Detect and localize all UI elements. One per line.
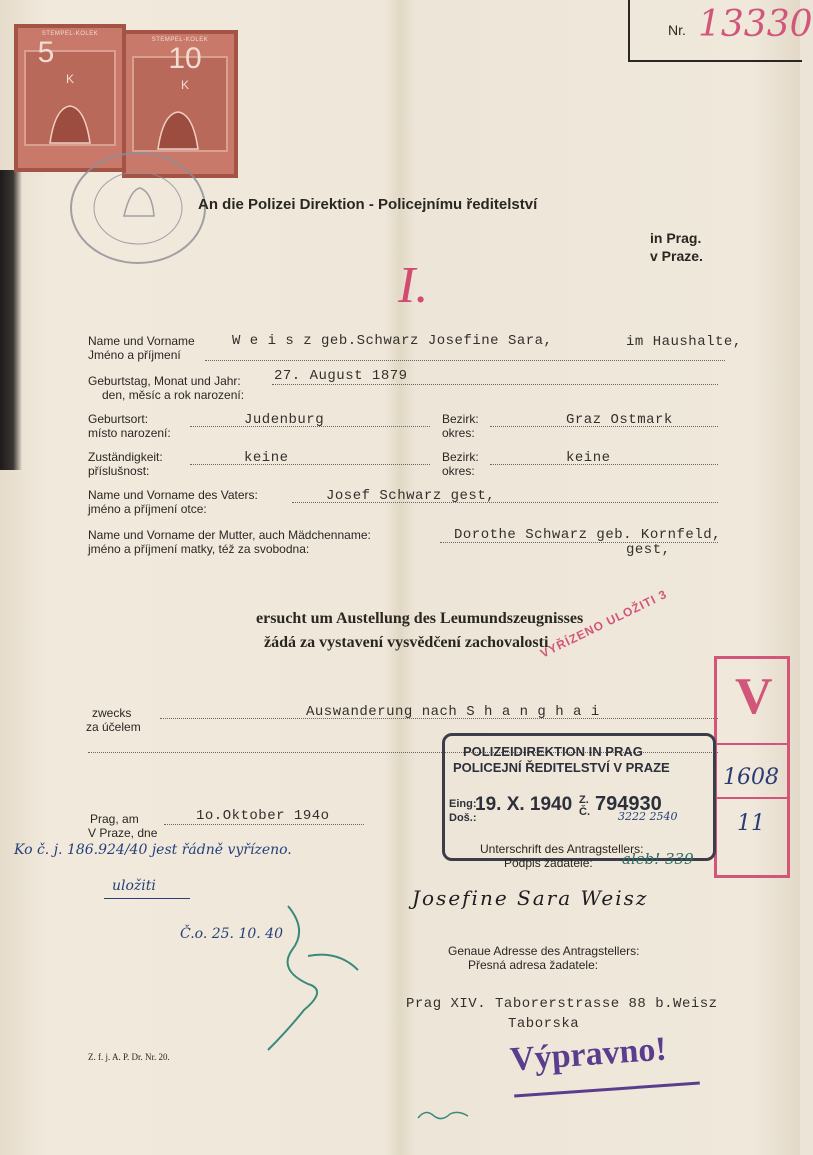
stamp-currency: K — [180, 78, 189, 92]
vypravno-stamp: Výpravno! — [508, 1030, 668, 1079]
father-label-de: Name und Vorname des Vaters: — [88, 488, 258, 502]
police-stamp-dos: Doš.: — [449, 812, 477, 824]
number-box — [628, 0, 813, 62]
birthdate-label-cs: den, měsíc a rok narození: — [102, 388, 245, 402]
membership-dotted-line — [190, 464, 430, 465]
purpose-value: Auswanderung nach S h a n g h a i — [306, 704, 600, 720]
green-initials-scribble — [248, 900, 368, 1060]
side-note-1: 3222 2540 — [618, 810, 678, 823]
applicant-address-2: Taborska — [508, 1016, 580, 1032]
red-registry-box — [714, 656, 790, 878]
birthplace-label-cs: místo narození: — [88, 426, 171, 440]
police-stamp-date: 19. X. 1940 — [475, 794, 573, 815]
stamp-currency: K — [65, 72, 74, 86]
lion-emblem-icon — [40, 98, 100, 148]
handwritten-note-1: Ko č. j. 186.924/40 jest řádně vyřízeno. — [14, 842, 292, 858]
district2-value: keine — [566, 450, 611, 466]
date-dotted-line — [164, 824, 364, 825]
membership-label-cs: příslušnost: — [88, 464, 150, 478]
applicant-signature: Josefine Sara Weisz — [412, 886, 649, 910]
stamp-title: STEMPEL-KOLEK — [151, 37, 209, 43]
birthdate-label-de: Geburtstag, Monat und Jahr: — [88, 374, 241, 388]
district-label-cs: okres: — [442, 426, 475, 440]
stamp-title: STEMPEL-KOLEK — [41, 31, 99, 37]
membership-value: keine — [244, 450, 289, 466]
date-value: 1o.Oktober 194o — [196, 808, 330, 824]
address-label-cs: Přesná adresa žadatele: — [468, 958, 599, 972]
registry-number-2: 11 — [737, 811, 765, 836]
mother-value: Dorothe Schwarz geb. Kornfeld, — [454, 527, 722, 543]
signature-label-de: Unterschrift des Antragstellers: — [480, 842, 644, 856]
name-value: W e i s z geb.Schwarz Josefine Sara, — [232, 333, 553, 349]
address-label-de: Genaue Adresse des Antragstellers: — [448, 944, 640, 958]
side-note-2: aleb! 339 — [622, 850, 694, 868]
stamp-value: 5 — [37, 36, 55, 69]
police-stamp-eing: Eing: — [449, 798, 477, 810]
addressee-heading: An die Polizei Direktion - Policejnímu ředitelství — [198, 196, 538, 213]
registry-letter: V — [735, 668, 773, 725]
district2-label-cs: okres: — [442, 464, 475, 478]
birthplace-value: Judenburg — [244, 412, 325, 428]
father-value: Josef Schwarz gest, — [326, 488, 496, 504]
vyrizeno-stamp: VYŘÍZENO ULOŽITI 3 — [538, 586, 670, 661]
membership-label-de: Zuständigkeit: — [88, 450, 163, 464]
police-stamp-line1: POLIZEIDIREKTION IN PRAG — [463, 744, 643, 759]
mother-value-2: gest, — [626, 542, 671, 558]
form-code: Z. f. j. A. P. Dr. Nr. 20. — [88, 1052, 170, 1062]
green-mark-scribble — [414, 1104, 474, 1124]
mother-label-de: Name und Vorname der Mutter, auch Mädchenname: — [88, 528, 371, 542]
number-label: Nr. — [668, 22, 686, 38]
police-stamp-zc: Z. Č. — [579, 794, 590, 818]
city-czech: v Praze. — [650, 248, 703, 264]
district2-label-de: Bezirk: — [442, 450, 479, 464]
birthdate-value: 27. August 1879 — [274, 368, 408, 384]
request-german: ersucht um Austellung des Leumundszeugnisses — [256, 610, 584, 627]
red-roman-numeral-mark: I. — [398, 257, 429, 314]
district-value: Graz Ostmark — [566, 412, 673, 428]
registry-number-1: 1608 — [723, 765, 779, 790]
father-label-cs: jméno a příjmení otce: — [88, 502, 207, 516]
request-czech: žádá za vystavení vysvědčení zachovalosti — [264, 634, 549, 651]
scan-edge-shadow — [0, 170, 22, 470]
stamp-value: 10 — [168, 42, 202, 75]
birthplace-label-de: Geburtsort: — [88, 412, 149, 426]
revenue-stamp-5 — [14, 24, 126, 172]
purpose-label-cs: za účelem — [86, 720, 141, 734]
mother-label-cs: jméno a příjmení matky, též za svobodna: — [88, 542, 310, 556]
name-label-de: Name und Vorname — [88, 334, 195, 348]
name-extra: im Haushalte, — [626, 334, 742, 350]
handwritten-note-2: uložiti — [112, 878, 156, 894]
round-police-seal — [70, 152, 206, 264]
birthdate-dotted-line — [272, 384, 718, 385]
lion-emblem-icon — [148, 104, 208, 154]
district-label-de: Bezirk: — [442, 412, 479, 426]
police-stamp-number: 794930 — [595, 793, 662, 815]
name-dotted-line — [205, 360, 725, 361]
signature-label-cs: Podpis žadatele: — [504, 856, 593, 870]
number-value: 13330 — [698, 4, 813, 45]
place-date-label-de: Prag, am — [90, 812, 139, 826]
police-stamp-line2: POLICEJNÍ ŘEDITELSTVÍ V PRAZE — [453, 760, 670, 775]
seal-emblem-icon — [72, 154, 204, 262]
purpose-label-de: zwecks — [92, 706, 132, 720]
name-label-cs: Jméno a příjmení — [88, 348, 181, 362]
note-underline — [104, 898, 190, 899]
city-german: in Prag. — [650, 230, 702, 246]
applicant-address: Prag XIV. Taborerstrasse 88 b.Weisz — [406, 996, 718, 1012]
place-date-label-cs: V Praze, dne — [88, 826, 158, 840]
handwritten-note-3: Č.o. 25. 10. 40 — [180, 926, 283, 942]
